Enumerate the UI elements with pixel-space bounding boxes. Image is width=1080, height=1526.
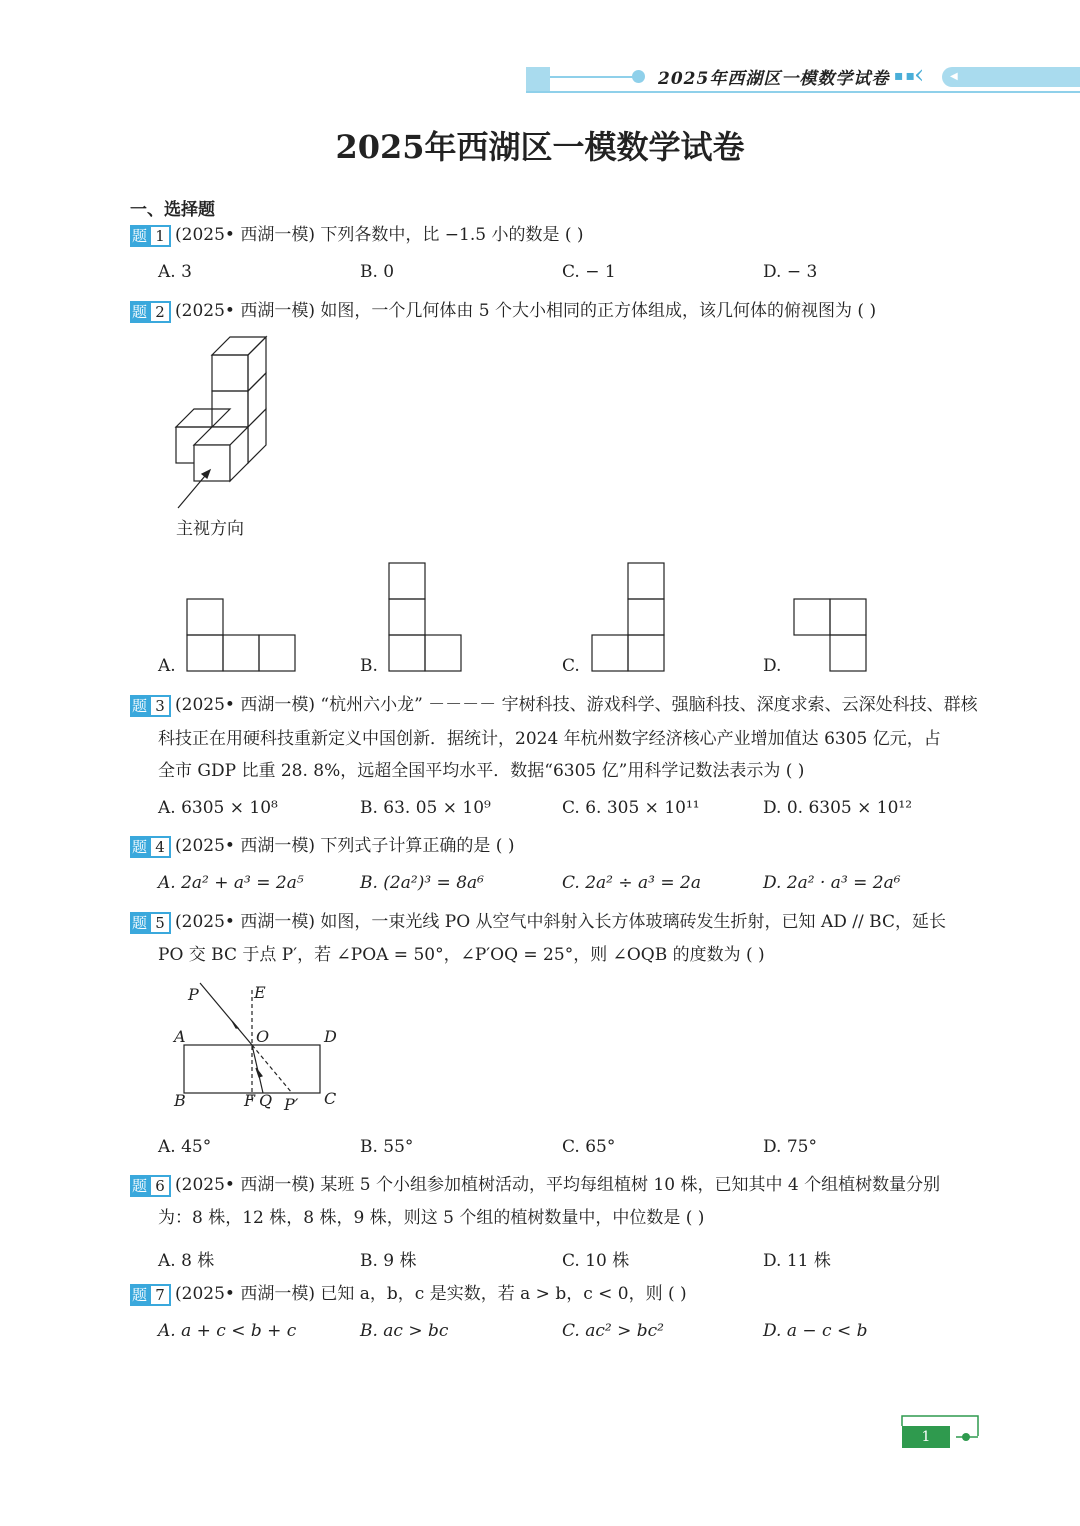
refraction-figure [170,978,350,1118]
option-a: A. 3 [158,262,192,282]
question-7 [130,1281,687,1307]
option-d: D. 75° [763,1137,817,1157]
option-b: B. (2a²)³ = 8a⁶ [360,873,484,893]
option-d-figure [793,598,869,672]
question-badge: 题 4 [130,834,171,856]
question-badge: 题 3 [130,693,171,715]
label-f: F [244,1091,256,1110]
header-decor-line [550,76,635,78]
question-6 [130,1172,940,1198]
question-badge: 题 7 [130,1282,171,1304]
cube-figure [170,330,280,515]
label-p-prime: P′ [284,1095,299,1114]
question-4 [130,833,514,859]
option-d: D. a − c < b [763,1321,868,1341]
triangle-left-icon: ◀ [950,71,958,82]
label-b: B [174,1091,186,1110]
question-2 [130,298,876,324]
running-title: 2025年西湖区一模数学试卷 [658,69,890,89]
header-pill [942,67,1080,87]
figure-caption: 主视方向 [176,519,244,539]
label-o: O [256,1027,270,1046]
option-b: B. 55° [360,1137,414,1157]
question-text: (2025• 西湖一模) 下列各数中，比 −1.5 小的数是 ( ) [175,225,584,245]
question-text: (2025• 西湖一模) 下列式子计算正确的是 ( ) [175,836,515,856]
label-e: E [254,983,266,1002]
question-3 [130,692,978,718]
option-c: C. [562,656,580,676]
option-c: C. 6. 305 × 10¹¹ [562,798,700,818]
page-number: 1 [902,1426,950,1448]
option-b: B. [360,656,378,676]
option-c: C. ac² > bc² [562,1321,664,1341]
header-decor-dot [632,70,645,83]
question-text-line1: (2025• 西湖一模) 某班 5 个小组参加植树活动，平均每组植树 10 株，已知其中 4 个组植树数量分别 [175,1175,941,1195]
question-text-line2: PO 交 BC 于点 P′，若 ∠POA = 50°，∠P′OQ = 25°，则 ∠OQB 的度数为 ( ) [158,945,765,965]
option-a: A. 8 株 [158,1251,215,1271]
option-c: C. 65° [562,1137,616,1157]
option-b: B. ac > bc [360,1321,449,1341]
option-b: B. 0 [360,262,395,282]
label-q: Q [259,1091,273,1110]
page-title: 2025年西湖区一模数学试卷 [335,128,745,166]
question-badge: 题 2 [130,299,171,321]
option-a: A. a + c < b + c [158,1321,297,1341]
option-b-figure [388,562,464,672]
question-text-line1: (2025• 西湖一模) 如图，一束光线 PO 从空气中斜射入长方体玻璃砖发生折射，已知 AD // BC，延长 [175,912,946,932]
header-underline [526,91,1080,93]
question-text-line3: 全市 GDP 比重 28. 8%，远超全国平均水平．数据“6305 亿”用科学记数法表示为 ( ) [158,761,805,781]
header-dots-icon: ▪▪ [894,68,917,84]
option-b: B. 9 株 [360,1251,417,1271]
option-d: D. 11 株 [763,1251,831,1271]
option-a: A. 45° [158,1137,212,1157]
option-d: D. 2a² · a³ = 2a⁶ [763,873,901,893]
label-p: P [188,985,199,1004]
question-text-line2: 为：8 株，12 株，8 株，9 株，则这 5 个组的植树数量中，中位数是 ( ) [158,1208,705,1228]
option-c: C. − 1 [562,262,616,282]
option-c: C. 10 株 [562,1251,630,1271]
question-badge: 题 6 [130,1173,171,1195]
question-text-line1: (2025• 西湖一模) “杭州六小龙” －－－－ 宇树科技、游戏科学、强脑科技、深度求索、云深处科技、群核 [175,695,978,715]
option-c: C. 2a² ÷ a³ = 2a [562,873,701,893]
question-1 [130,222,584,248]
option-c-figure [591,562,667,672]
chevron-left-icon: ‹ [914,60,925,90]
question-text: (2025• 西湖一模) 已知 a，b，c 是实数，若 a > b，c < 0，则 ( ) [175,1284,687,1304]
label-d: D [324,1027,337,1046]
section-heading: 一、选择题 [130,200,215,220]
label-c: C [324,1089,337,1108]
label-a: A [174,1027,186,1046]
option-a: A. 2a² + a³ = 2a⁵ [158,873,304,893]
option-a: A. [158,656,176,676]
question-text-line2: 科技正在用硬科技重新定义中国创新．据统计，2024 年杭州数字经济核心产业增加值达 6305 亿元，占 [158,729,941,749]
option-d: D. [763,656,782,676]
option-d: D. − 3 [763,262,818,282]
question-5 [130,909,946,935]
option-a: A. 6305 × 10⁸ [158,798,278,818]
option-b: B. 63. 05 × 10⁹ [360,798,491,818]
question-text: (2025• 西湖一模) 如图，一个几何体由 5 个大小相同的正方体组成，该几何体的俯视图为 ( ) [175,301,877,321]
question-badge: 题 1 [130,223,171,245]
option-a-figure [186,598,298,672]
option-d: D. 0. 6305 × 10¹² [763,798,913,818]
question-badge: 题 5 [130,910,171,932]
header-decor-block [526,67,550,91]
